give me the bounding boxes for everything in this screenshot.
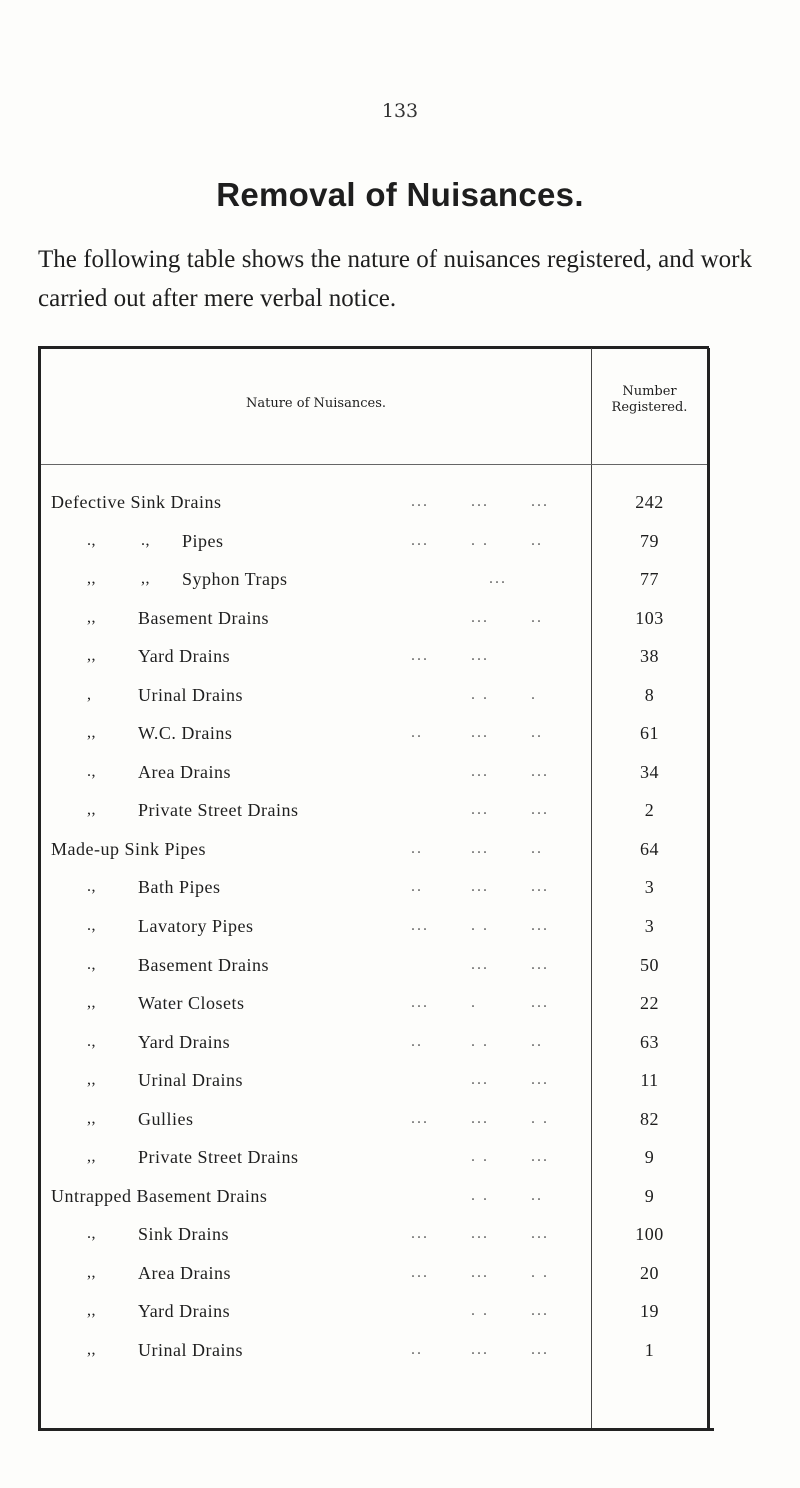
row-item-label: Basement Drains <box>138 607 269 628</box>
table-row <box>41 560 707 599</box>
ditto-mark: ,, <box>87 994 96 1012</box>
leader-dots: ... ... <box>411 647 489 665</box>
table-row <box>41 1177 707 1216</box>
row-value: 3 <box>644 877 655 898</box>
page-title: Removal of Nuisances. <box>216 176 584 213</box>
row-value: 19 <box>640 1301 659 1322</box>
row-value: 77 <box>640 569 659 590</box>
row-group-label: Defective Sink Drains <box>51 492 222 512</box>
row-value: 61 <box>640 723 659 744</box>
leader-dots: .. ... .. <box>411 724 543 742</box>
row-item-label: Basement Drains <box>138 954 269 975</box>
row-value: 82 <box>640 1108 659 1129</box>
row-item-label: Private Street Drains <box>138 1147 299 1168</box>
table-row <box>41 522 707 561</box>
ditto-mark: ., <box>87 531 96 549</box>
leader-dots: .. . . .. <box>411 1032 543 1050</box>
column-header-nature: Nature of Nuisances. <box>245 396 386 411</box>
ditto-mark: ,, <box>87 1148 96 1166</box>
row-value: 9 <box>644 1147 655 1168</box>
leader-dots: ... ... ... <box>411 493 549 510</box>
row-value: 38 <box>640 646 659 667</box>
table-row <box>41 676 707 715</box>
row-item-label: Lavatory Pipes <box>138 916 254 937</box>
table-row <box>41 1061 707 1100</box>
ditto-mark: ., <box>87 917 96 935</box>
table-row <box>41 714 707 753</box>
row-item-label: Sink Drains <box>138 1224 229 1245</box>
table-row <box>41 946 707 985</box>
row-item-label: Urinal Drains <box>138 684 243 705</box>
table-row <box>41 753 707 792</box>
table-row <box>41 1023 707 1062</box>
page-number: 133 <box>381 100 419 122</box>
row-value: 1 <box>644 1340 655 1361</box>
table-bottom-rule <box>38 1428 714 1431</box>
leader-dots: . . . <box>411 685 537 703</box>
leader-dots: ... <box>411 570 507 588</box>
ditto-mark: ., <box>87 1225 96 1243</box>
column-header-number-line1: Number <box>622 384 677 399</box>
ditto-mark: ., <box>87 878 96 896</box>
ditto-mark: ,, <box>87 724 96 742</box>
ditto-mark: ,, <box>87 1109 96 1127</box>
row-value: 34 <box>640 761 659 782</box>
table-row <box>41 1331 707 1370</box>
row-item-label: Pipes <box>182 530 224 551</box>
table-top-rule <box>38 346 709 349</box>
leader-dots: ... ... <box>411 1071 549 1089</box>
row-item-label: Area Drains <box>138 761 231 782</box>
row-item-label: Urinal Drains <box>138 1070 243 1091</box>
table-row <box>41 1215 707 1254</box>
leader-dots: . . ... <box>411 1148 549 1166</box>
table-row <box>41 483 707 522</box>
row-group-label: Made-up Sink Pipes <box>51 838 206 859</box>
leader-dots: .. ... .. <box>411 839 543 857</box>
row-item-label: Yard Drains <box>138 1031 231 1052</box>
ditto-mark: , <box>87 685 92 703</box>
intro-paragraph: The following table shows the nature of nuisances registered, and work carried out after mere verbal notice. <box>38 246 752 312</box>
leader-dots: ... ... <box>411 801 549 819</box>
table-row <box>41 637 707 676</box>
row-item-label: Yard Drains <box>138 646 231 667</box>
ditto-mark: ,, <box>87 1302 96 1320</box>
row-item-label: Urinal Drains <box>138 1340 243 1361</box>
row-value: 22 <box>640 993 659 1014</box>
table-row <box>41 1138 707 1177</box>
leader-dots: ... .. <box>411 608 543 626</box>
leader-dots: . . ... <box>411 1302 549 1320</box>
leader-dots: ... ... <box>411 762 549 780</box>
row-item-label: Gullies <box>138 1108 194 1129</box>
table-row <box>41 791 707 830</box>
ditto-mark: ,, <box>87 647 96 665</box>
row-item-label: W.C. Drains <box>138 723 233 744</box>
table-right-border <box>707 348 710 1430</box>
ditto-mark: ., <box>87 762 96 780</box>
row-item-label: Private Street Drains <box>138 800 299 821</box>
row-value: 103 <box>635 607 664 628</box>
ditto-mark: ,, <box>87 1341 96 1359</box>
row-value: 242 <box>635 492 664 512</box>
row-value: 63 <box>640 1031 659 1052</box>
leader-dots: ... . ... <box>411 994 549 1012</box>
leader-dots: ... ... ... <box>411 1225 549 1243</box>
table-header-divider <box>41 464 707 465</box>
row-item-label: Water Closets <box>138 993 245 1014</box>
ditto-mark: ,, <box>87 1071 96 1089</box>
ditto-mark: ,, <box>87 801 96 819</box>
row-item-label: Syphon Traps <box>182 569 288 590</box>
table-row <box>41 984 707 1023</box>
table-row <box>41 1100 707 1139</box>
row-item-label: Bath Pipes <box>138 877 221 898</box>
table-row <box>41 1292 707 1331</box>
ditto-mark: ,, <box>87 1263 96 1281</box>
row-value: 8 <box>644 684 655 705</box>
table-row <box>41 907 707 946</box>
leader-dots: ... ... <box>411 955 549 973</box>
ditto-mark: ., <box>141 531 150 549</box>
row-item-label: Yard Drains <box>138 1301 231 1322</box>
row-value: 100 <box>635 1224 664 1245</box>
leader-dots: ... . . ... <box>411 917 549 935</box>
row-value: 2 <box>644 800 655 821</box>
leader-dots: ... ... . . <box>411 1109 549 1127</box>
row-value: 64 <box>640 838 659 859</box>
row-value: 11 <box>640 1070 659 1091</box>
row-value: 3 <box>644 916 655 937</box>
leader-dots: ... ... . . <box>411 1263 549 1281</box>
ditto-mark: ., <box>87 955 96 973</box>
column-header-number <box>592 384 707 416</box>
row-item-label: Area Drains <box>138 1262 231 1283</box>
row-value: 50 <box>640 954 659 975</box>
table-row <box>41 599 707 638</box>
table-row <box>41 830 707 869</box>
leader-dots: .. ... ... <box>411 878 549 896</box>
column-header-number-line2: Registered. <box>611 400 688 415</box>
ditto-mark: ,, <box>87 570 96 588</box>
row-group-label: Untrapped Basement Drains <box>51 1185 268 1206</box>
row-value: 79 <box>640 530 659 551</box>
ditto-mark: ,, <box>87 608 96 626</box>
table-row <box>41 1254 707 1293</box>
leader-dots: ... . . .. <box>411 531 543 549</box>
row-value: 9 <box>644 1185 655 1206</box>
ditto-mark: ,, <box>141 570 150 588</box>
table-row <box>41 868 707 907</box>
leader-dots: . . .. <box>411 1186 543 1204</box>
row-value: 20 <box>640 1262 659 1283</box>
leader-dots: .. ... ... <box>411 1341 549 1359</box>
ditto-mark: ., <box>87 1032 96 1050</box>
table-body <box>41 483 707 1370</box>
